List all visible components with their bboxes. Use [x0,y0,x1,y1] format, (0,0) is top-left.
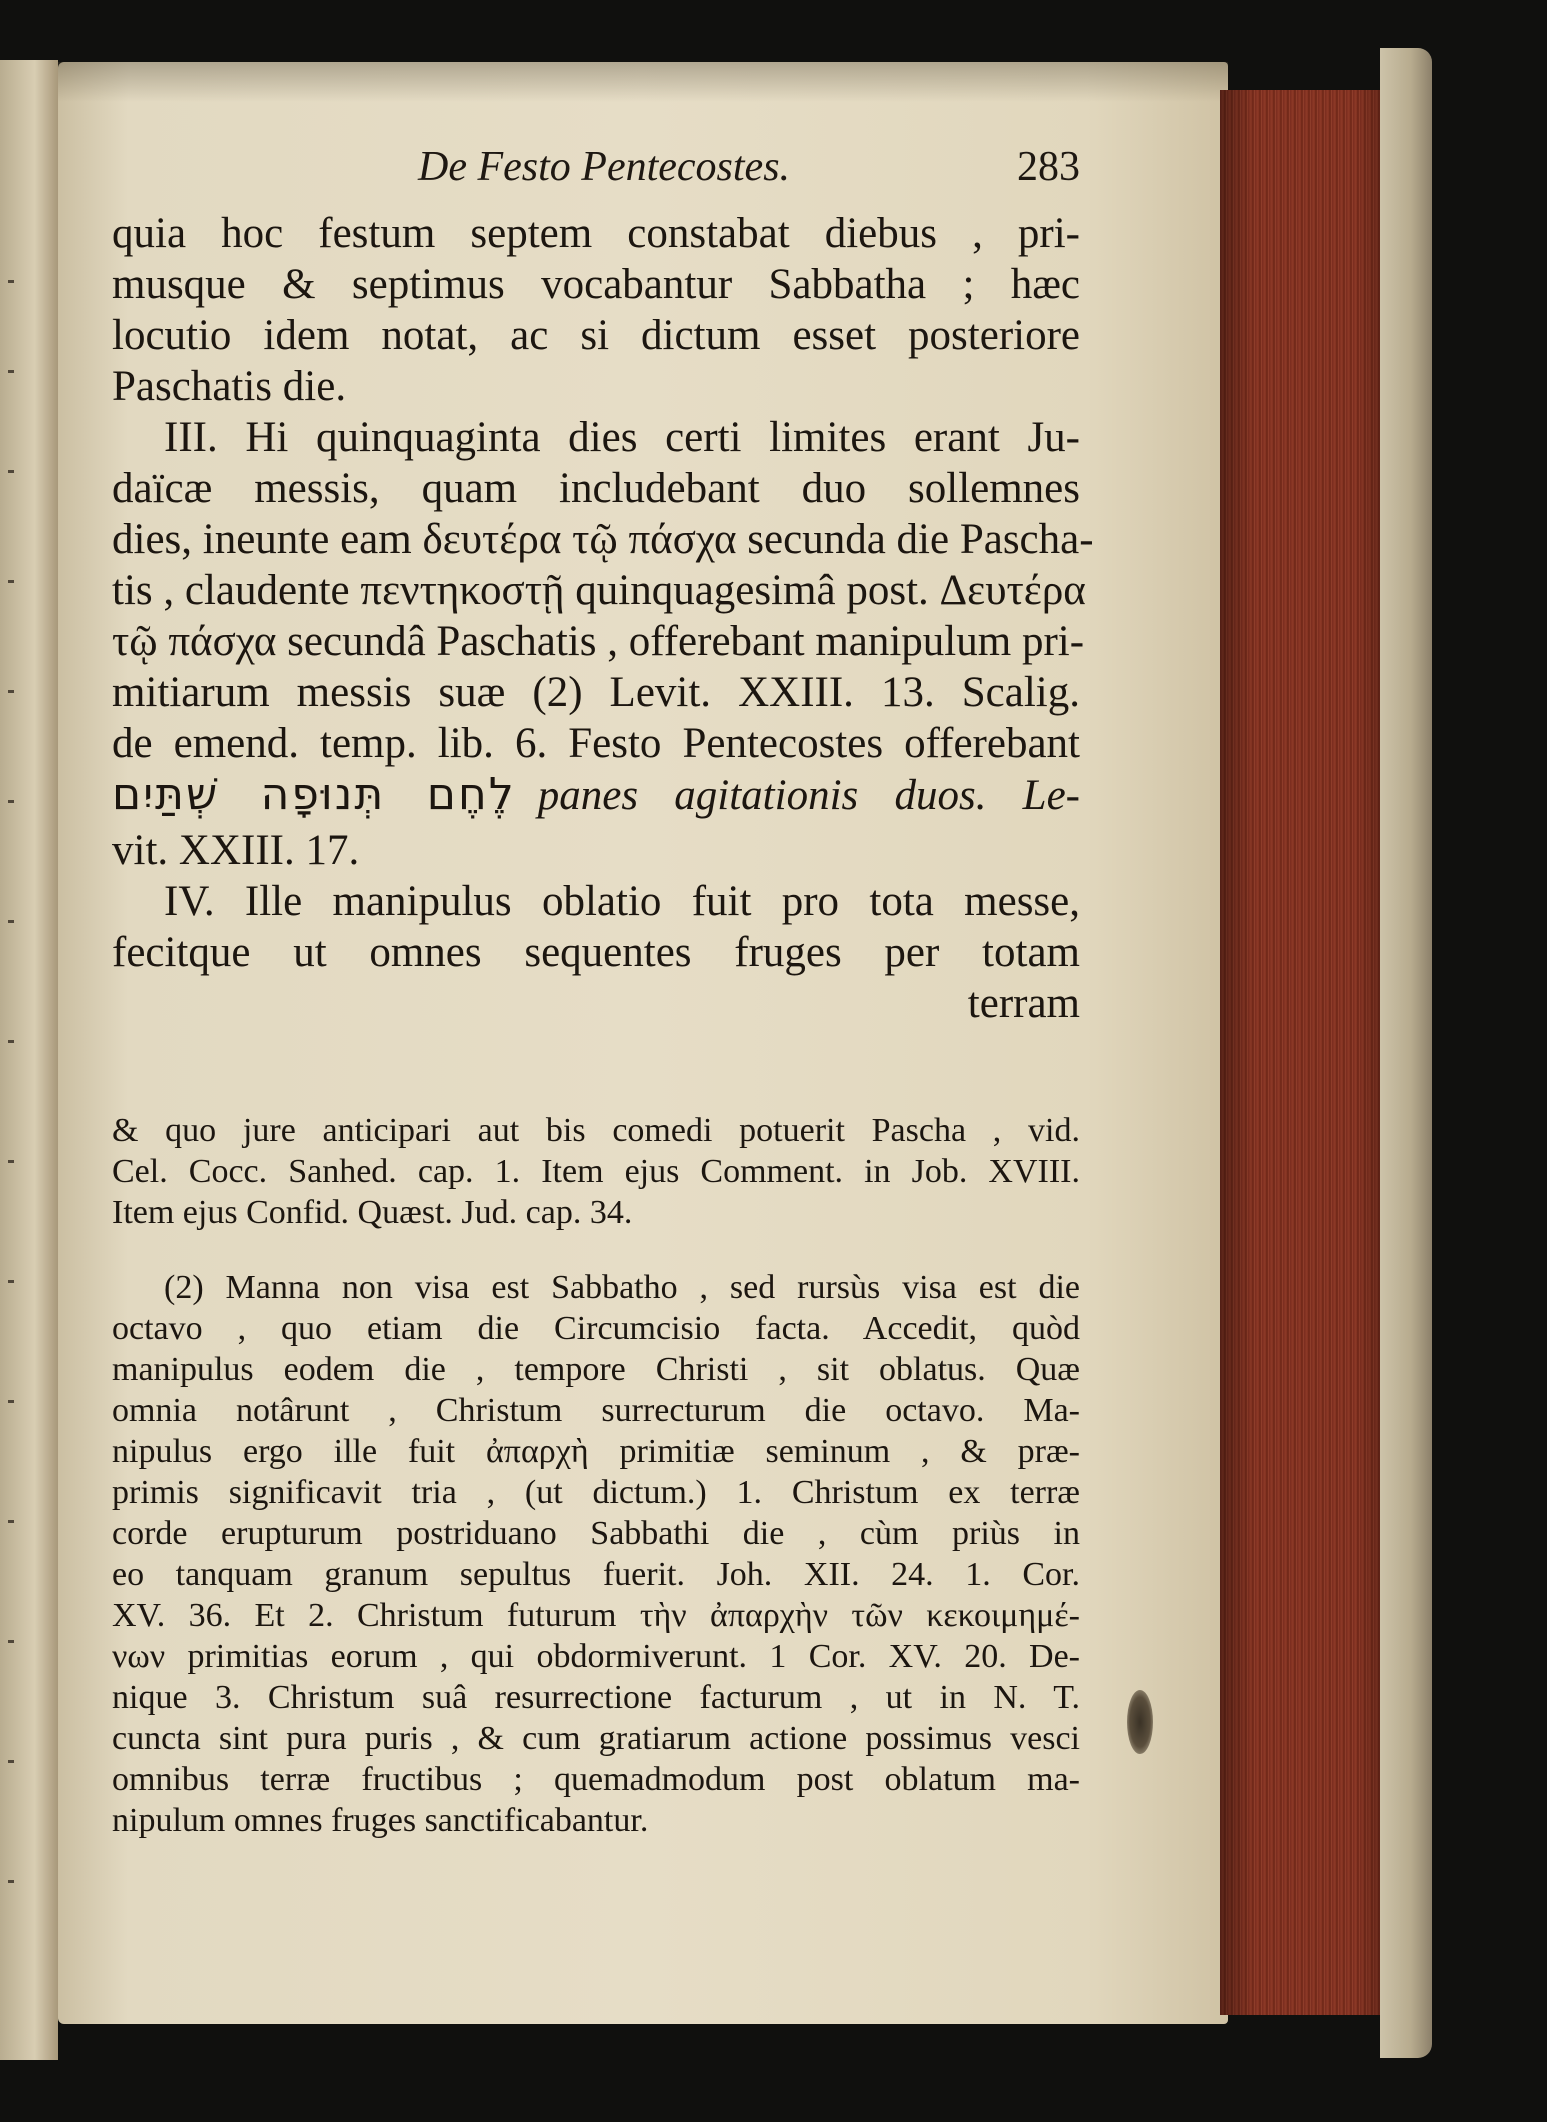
text-line: νων primitias eorum , qui obdormiverunt. 1 Cor. XV. 20. De- [112,1638,1080,1675]
main-text-block [112,208,1094,1029]
facing-page-mark [8,1760,14,1763]
text-line: locutio idem notat, ac si dictum esset posteriore [112,312,1080,359]
page-number: 283 [1017,144,1080,190]
facing-page-mark [8,580,14,583]
text-line: vit. XXIII. 17. [112,827,360,874]
page-shadow [58,62,1228,102]
text-line: omnia notârunt , Christum surrecturum die octavo. Ma- [112,1392,1080,1429]
facing-page-mark [8,1280,14,1283]
text-line: & quo jure anticipari aut bis comedi potuerit Pascha , vid. [112,1112,1080,1149]
text-line: omnibus terræ fructibus ; quemadmodum post oblatum ma- [112,1761,1080,1798]
facing-page-mark [8,1640,14,1643]
facing-page-mark [8,370,14,373]
fore-edge-shading [1220,90,1390,2015]
text-line: III. Hi quinquaginta dies certi limites erant Ju- [164,414,1080,461]
running-title: De Festo Pentecostes. [418,144,791,190]
text-line: nipulus ergo ille fuit ἀπαρχὴ primitiæ seminum , & præ- [112,1433,1080,1470]
text-line: quia hoc festum septem constabat diebus , pri- [112,210,1080,257]
text-line: terram [967,980,1080,1027]
book-cover-edge [1380,48,1432,2058]
text-line: octavo , quo etiam die Circumcisio facta. Accedit, quòd [112,1310,1080,1347]
text-line: Item ejus Confid. Quæst. Jud. cap. 34. [112,1194,633,1231]
text-line: τῷ πάσχα secundâ Paschatis , offerebant manipulum pri- [112,618,1085,665]
facing-page-text-marks [8,280,18,1980]
text-line: de emend. temp. lib. 6. Festo Pentecostes offerebant [112,720,1080,767]
text-line: cuncta sint pura puris , & cum gratiarum actione possimus vesci [112,1720,1080,1757]
text-line: daïcæ messis, quam includebant duo sollemnes [112,465,1080,512]
footnote-continuation [112,1110,1080,1233]
facing-page-edge [0,60,58,2060]
text-line: XV. 36. Et 2. Christum futurum τὴν ἀπαρχὴν τῶν κεκοιμημέ- [112,1597,1080,1634]
facing-page-mark [8,280,14,283]
text-line: (2) Manna non visa est Sabbatho , sed rursùs visa est die [164,1269,1080,1306]
facing-page-mark [8,1040,14,1043]
line-text: panes agitationis duos. Le- [537,772,1080,819]
facing-page-mark [8,1520,14,1523]
facing-page-mark [8,1880,14,1883]
text-line: nique 3. Christum suâ resurrectione facturum , ut in N. T. [112,1679,1080,1716]
footnote-gap [112,1233,1080,1267]
text-line: musque & septimus vocabantur Sabbatha ; hæc [112,261,1080,308]
text-line: primis significavit tria , (ut dictum.) 1. Christum ex terræ [112,1474,1080,1511]
facing-page-mark [8,1400,14,1403]
text-line [112,769,1080,825]
hebrew-phrase: לֶחֶם תְּנוּפָה שְׁתַּיִם [112,769,516,820]
text-line: tis , claudente πεντηκοστῇ quinquagesimâ post. Δευτέρα [112,567,1086,614]
text-line: manipulus eodem die , tempore Christi , sit oblatus. Quæ [112,1351,1080,1388]
facing-page-mark [8,1160,14,1163]
facing-page-mark [8,920,14,923]
text-line: nipulum omnes fruges sanctificabantur. [112,1802,649,1839]
text-line: corde erupturum postriduano Sabbathi die , cùm priùs in [112,1515,1080,1552]
text-line: IV. Ille manipulus oblatio fuit pro tota messe, [164,878,1080,925]
footnote-2 [112,1267,1080,1841]
text-line: dies, ineunte eam δευτέρα τῷ πάσχα secunda die Pascha- [112,516,1094,563]
text-line: eo tanquam granum sepultus fuerit. Joh. XII. 24. 1. Cor. [112,1556,1080,1593]
footnotes-block [112,1110,1080,1841]
facing-page-mark [8,800,14,803]
text-line: fecitque ut omnes sequentes fruges per totam [112,929,1080,976]
text-line: Paschatis die. [112,363,347,410]
ink-blot [1127,1690,1153,1754]
footnote-divider [112,1058,1080,1059]
text-line: Cel. Cocc. Sanhed. cap. 1. Item ejus Comment. in Job. XVIII. [112,1153,1080,1190]
page-header [418,143,1080,193]
facing-page-mark [8,470,14,473]
facing-page-mark [8,690,14,693]
text-line: mitiarum messis suæ (2) Levit. XXIII. 13. Scalig. [112,669,1080,716]
